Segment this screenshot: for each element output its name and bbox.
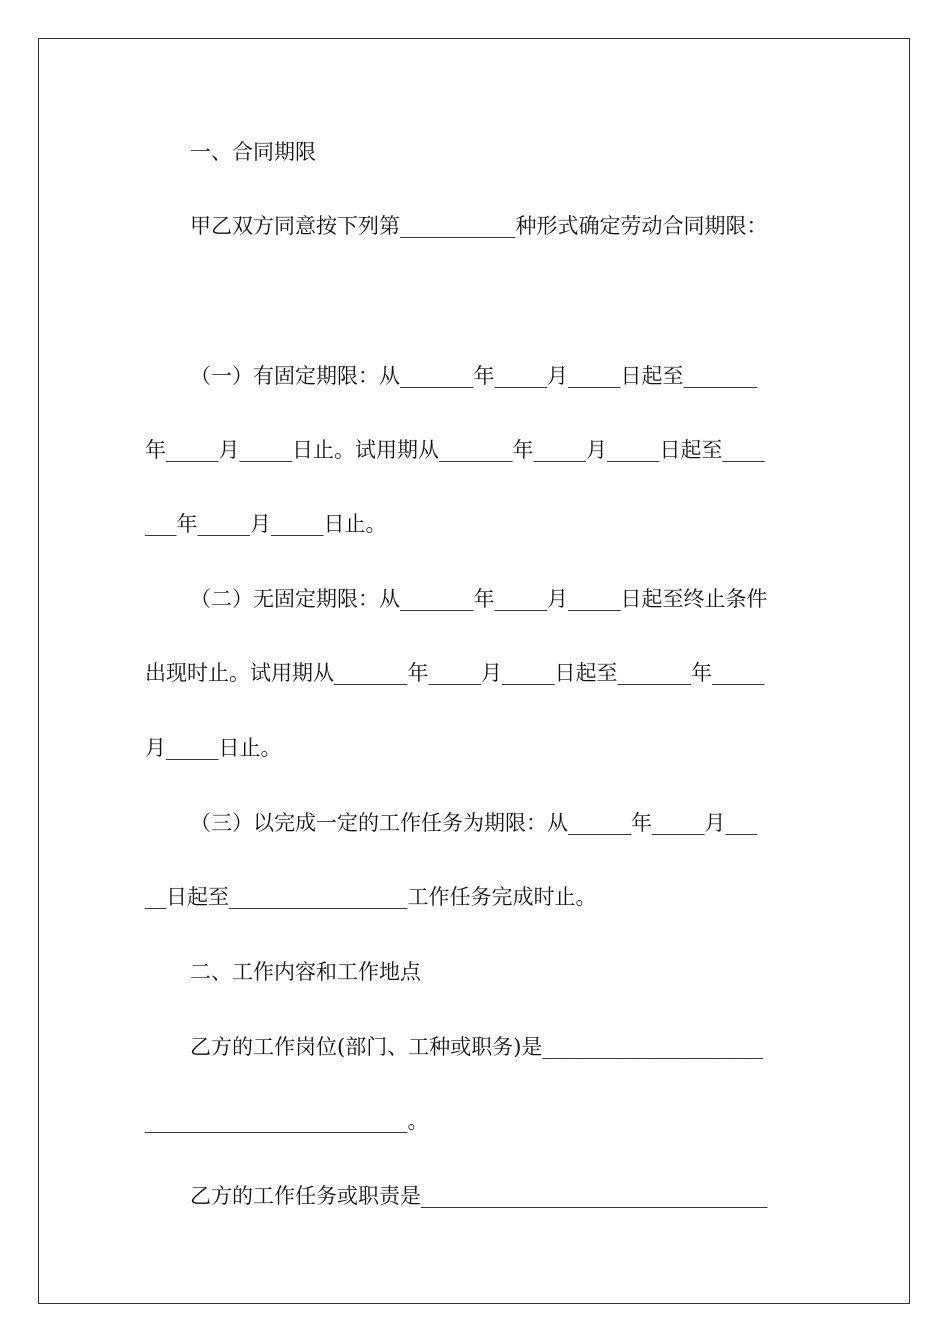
- paragraph-term-form: 甲乙双方同意按下列第___________种形式确定劳动合同期限：: [190, 214, 768, 238]
- paragraph-fixed-term: （一）有固定期限：从_______年_____月_____日起至_______: [190, 364, 757, 388]
- section-heading-work-content: 二、工作内容和工作地点: [190, 960, 421, 984]
- paragraph-fixed-term-end: ___年_____月_____日止。: [145, 512, 387, 536]
- section-heading-contract-term: 一、合同期限: [190, 140, 316, 164]
- paragraph-task-term: （三）以完成一定的工作任务为期限：从______年_____月___: [190, 811, 757, 835]
- paragraph-open-term-cont: 出现时止。试用期从_______年_____月_____日起至_______年_____: [145, 661, 765, 685]
- paragraph-job-position-cont: _________________________。: [145, 1109, 429, 1133]
- paragraph-fixed-term-cont: 年_____月_____日止。试用期从_______年_____月_____日起至____: [145, 438, 765, 462]
- paragraph-job-duties: 乙方的工作任务或职责是_________________________________: [190, 1184, 768, 1208]
- paragraph-open-term: （二）无固定期限：从_______年_____月_____日起至终止条件: [190, 587, 768, 611]
- paragraph-open-term-end: 月_____日止。: [145, 736, 282, 760]
- paragraph-job-position: 乙方的工作岗位(部门、工种或职务)是_____________________: [190, 1035, 763, 1059]
- paragraph-task-term-cont: __日起至_________________工作任务完成时止。: [145, 885, 597, 909]
